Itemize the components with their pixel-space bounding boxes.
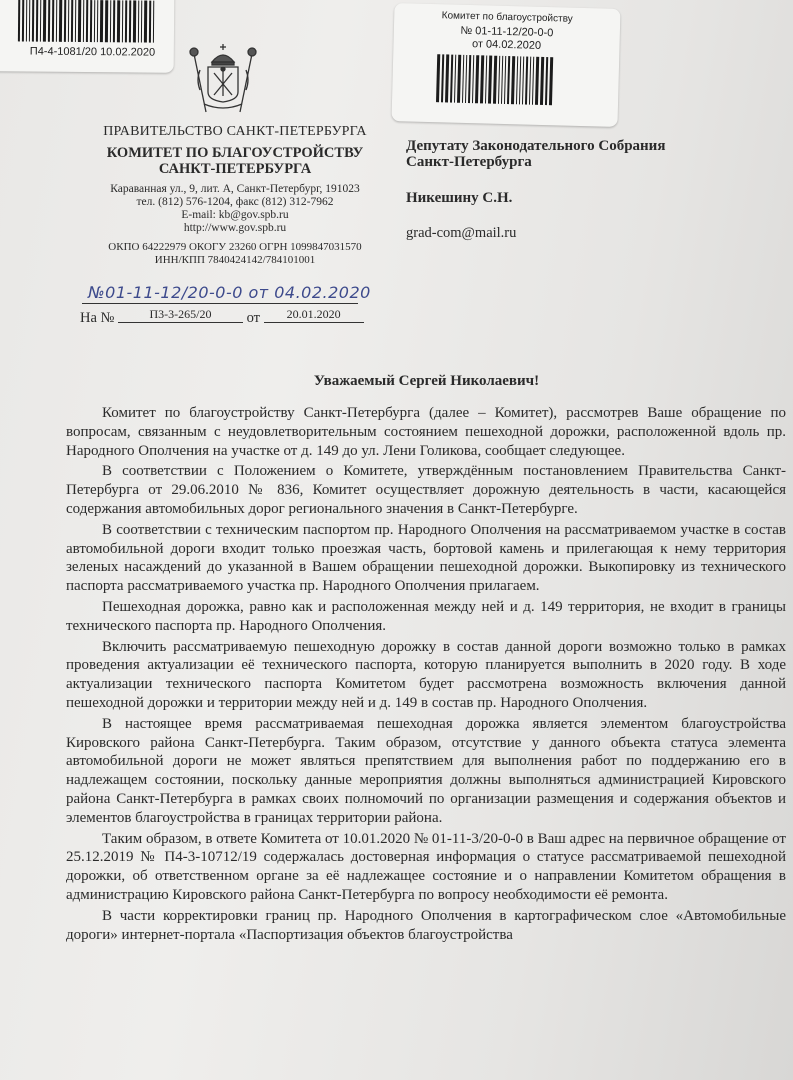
barcode-bar [144,1,147,43]
paragraph: Комитет по благоустройству Санкт-Петербурга (далее – Комитет), рассмотрев Ваше обращение по вопросам, связанным с неудовлетворительным состоянием пешеходной дорожки, расположенной вдоль пр. Народного Ополчения на участке от д. 149 до ул. Лени Голикова, сообщает следующее. [66,405,786,459]
committee-name-line1: КОМИТЕТ ПО БЛАГОУСТРОЙСТВУ [106,145,364,161]
barcode-bar [141,1,142,43]
barcode-bar [525,57,528,105]
paragraph: В соответствии с Положением о Комитете, утверждённым постановлением Правительства Санкт-Петербурга от 29.06.2010 № 836, Комитет осуществляет дорожную деятельность в части, касающейся содержания автомобильных дорог регионального значения в Санкт-Петербурге. [66,463,786,517]
barcode-bar [56,0,57,42]
barcode-bar [122,0,123,42]
barcode-bar [465,55,467,103]
barcode-bar [504,56,506,104]
barcode-bar [52,0,54,42]
barcode-bar [498,56,500,104]
barcode-bar [545,57,548,105]
barcode-bar [68,0,69,42]
paragraph: В настоящее время рассматриваемая пешеходная дорожка является элементом благоустройства Кировского района Санкт-Петербурга. Таким образом, отсутствие у данного объекта статуса элемента автомобильной дороги не может являться препятствием для выполнения работ по поддержанию его в надлежащем состоянии, поскольку данные мероприятия должны выполняться администрацией Кировского района Санкт-Петербурга в рамках своих полномочий по организации размещения и содержания объектов и элементов благоустройства в границах территории района. [66,715,786,826]
barcode-bar [36,0,38,42]
barcode-bar [26,0,27,42]
paragraph: В части корректировки границ пр. Народного Ополчения в картографическом слое «Автомобильные дороги» интернет-портала «Паспортизация объектов благоустройства [66,907,786,943]
paragraph: Таким образом, в ответе Комитета от 10.01.2020 № 01-11-3/20-0-0 в Ваш адрес на первичное обращение от 25.12.2019 № П4-3-10712/19 содержалась достоверная информация о статусе рассматриваемой пешеходной дорожки, об ответственном органе за её надлежащее состояние и о направлении Комитетом обращения в администрацию Кировского района Санкт-Петербурга по вопросу необходимости её ремонта. [66,830,786,903]
barcode-bar [516,56,518,104]
barcode-bar [86,0,88,42]
barcode-bar [71,0,73,42]
barcode-bar [22,0,24,41]
barcode-bar [59,0,62,42]
barcode-bar [535,57,539,105]
incoming-registration-code: П4-4-1081/20 10.02.2020 [29,45,156,59]
reference-line [80,307,364,327]
barcode-bar [549,57,553,105]
barcode-bar [153,1,154,43]
reference-number: П3-3-265/20 [118,307,243,323]
barcode-bar [133,0,136,42]
outgoing-number-handwritten: №01-11-12/20-0-0 от 04.02.2020 [82,283,358,304]
barcode-bar [97,0,98,42]
letter-body [66,404,786,946]
barcode [436,54,555,105]
barcode-bar [83,0,84,42]
barcode-bar [519,56,521,104]
barcode-bar [522,56,524,104]
barcode-bar [454,55,456,103]
barcode-bar [450,55,453,103]
barcode-bar [488,56,492,104]
barcode-bar [472,55,474,103]
sender-website: http://www.gov.spb.ru [183,222,287,234]
reference-no-label: На № [80,310,115,326]
paragraph: Включить рассматриваемую пешеходную дорожку в состав данной дороги возможно только в рамках проведения актуализации её технического паспорта, которую планируется выполнить в 2020 году. В ходе актуализации технического паспорта Комитетом будет рассмотрена возможность включения данной пешеходной дорожки и территории между ней и д. 149 в состав пр. Народного Ополчения. [66,638,786,711]
barcode-bar [436,54,440,102]
incoming-registration-sticker [0,0,174,73]
barcode-bar [507,56,510,104]
recipient-block [406,138,786,242]
barcode-bar [64,0,66,42]
barcode-bar [468,55,471,103]
paragraph: Пешеходная дорожка, равно как и расположенная между ней и д. 149 территория, не входит в границы технического паспорта пр. Народного Ополчения. [66,598,786,634]
barcode-bar [105,0,108,42]
recipient-title-line2: Санкт-Петербурга [406,154,532,170]
barcode-bar [540,57,544,105]
paragraph: В соответствии с техническим паспортом пр. Народного Ополчения на рассматриваемом участке в состав автомобильной дороги входит только проезжая часть, бортовой камень и прилегающая к нему территория зеленых насаждений до указанной в Вашем обращении пешеходной дорожки. Выкопировку из технического паспорта рассматриваемого участка пр. Народного Ополчения прилагаем. [66,521,786,595]
barcode [18,0,156,43]
barcode-bar [493,56,497,104]
coat-of-arms-icon [186,40,260,116]
recipient-name: Никешину С.Н. [406,190,513,206]
barcode-bar [75,0,76,42]
sender-inn-kpp: ИНН/КПП 7840424142/784101001 [154,254,316,266]
barcode-bar [129,0,131,42]
sender-email: E-mail: kb@gov.spb.ru [181,209,289,221]
barcode-bar [18,0,20,41]
barcode-bar [110,0,111,42]
barcode-bar [149,1,151,43]
recipient-email: grad-com@mail.ru [406,225,517,241]
barcode-bar [485,55,487,103]
barcode-bar [78,0,81,42]
barcode-bar [529,57,531,105]
outgoing-registration-sticker [391,3,620,127]
sticker-org: Комитет по благоустройству [441,10,573,25]
sender-address: Караванная ул., 9, лит. А, Санкт-Петербург, 191023 [110,183,360,195]
barcode-bar [441,54,444,102]
sender-codes: ОКПО 64222979 ОКОГУ 23260 ОГРН 1099847031570 [108,241,362,253]
barcode-bar [43,0,46,42]
sticker-date: от 04.02.2020 [471,38,542,52]
barcode-bar [113,0,115,42]
barcode-bar [100,0,103,42]
barcode-bar [117,0,120,42]
barcode-bar [511,56,515,104]
barcode-bar [457,55,461,103]
barcode-bar [462,55,464,103]
government-name: ПРАВИТЕЛЬСТВО САНКТ-ПЕТЕРБУРГА [103,124,367,139]
barcode-bar [90,0,92,42]
recipient-title-line1: Депутату Законодательного Собрания [406,138,666,154]
committee-name-line2: САНКТ-ПЕТЕРБУРГА [158,161,312,177]
barcode-bar [138,0,139,42]
sticker-number: № 01-11-12/20-0-0 [460,24,554,40]
greeting: Уважаемый Сергей Николаевич! [313,373,540,389]
barcode-bar [532,57,534,105]
barcode-bar [480,55,484,103]
barcode-bar [29,0,30,42]
sender-header [70,124,400,267]
reference-from-label: от [246,310,261,326]
barcode-bar [48,0,50,42]
barcode-bar [94,0,95,42]
reference-date: 20.01.2020 [264,307,364,323]
barcode-bar [125,0,127,42]
barcode-bar [475,55,479,103]
barcode-bar [445,54,449,102]
barcode-bar [40,0,41,42]
sender-phone: тел. (812) 576-1204, факс (812) 312-7962 [136,196,334,208]
barcode-bar [32,0,34,42]
barcode-bar [501,56,503,104]
